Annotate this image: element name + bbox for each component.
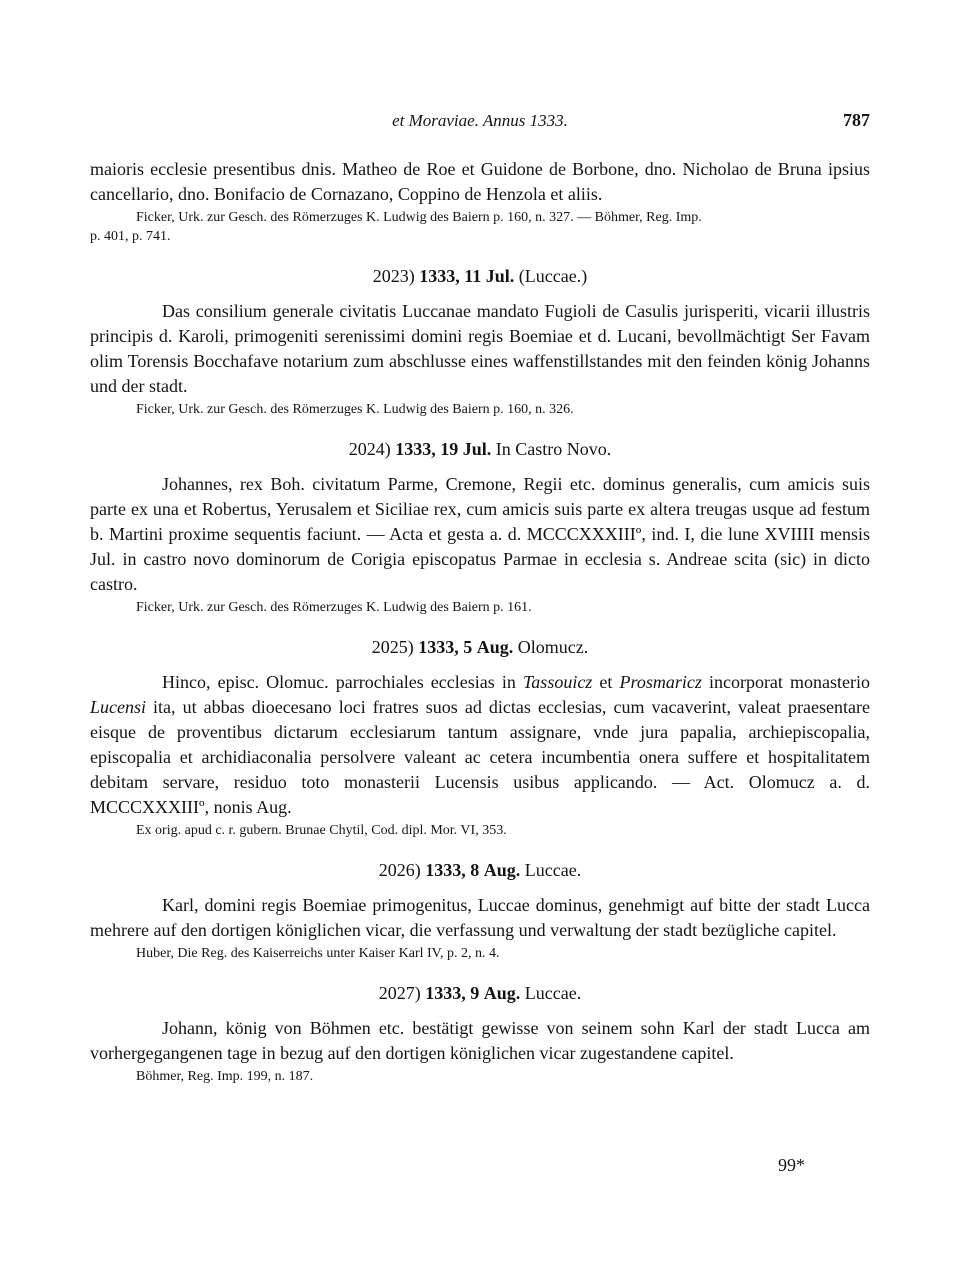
entry-place: (Luccae.) (518, 266, 588, 286)
entry-place: Olomucz. (517, 637, 589, 657)
entry-date: 1333, 19 (395, 439, 459, 459)
entry-date: 1333, 11 (419, 266, 482, 286)
running-header (90, 111, 870, 135)
entry-month: Aug. (476, 637, 514, 657)
entry-source-2025: Ex orig. apud c. r. gubern. Brunae Chytil, Cod. dipl. Mor. VI, 353. (136, 823, 507, 838)
entry-month: Aug. (483, 983, 521, 1003)
entry-source-2024: Ficker, Urk. zur Gesch. des Römerzuges K. Ludwig des Baiern p. 161. (136, 600, 532, 615)
entry-text-2027: Johann, könig von Böhmen etc. bestätigt gewisse von seinem sohn Karl der stadt Lucca am vorhergegangenen tage in bezug auf den dortigen königlichen vicar zugestandene capitel. (90, 1018, 870, 1063)
text-segment: incorporat monasterio (701, 672, 870, 692)
entry-text-2025 (90, 670, 870, 820)
place-name-prosmaricz: Prosmaricz (619, 672, 702, 692)
intro-source (90, 208, 870, 227)
place-name-tassouicz: Tassouicz (522, 672, 593, 692)
text-segment: Hinco, episc. Olomuc. parrochiales ecclesias in (162, 672, 523, 692)
entry-heading-2024 (90, 437, 870, 462)
running-title: et Moraviae. Annus 1333. (392, 111, 568, 130)
signature-mark: 99* (778, 1155, 805, 1175)
entry-number: 2023) (372, 266, 415, 286)
entry-source-2023: Ficker, Urk. zur Gesch. des Römerzuges K. Ludwig des Baiern p. 160, n. 326. (136, 402, 574, 417)
entry-date: 1333, 9 (425, 983, 480, 1003)
text-segment: et (592, 672, 620, 692)
entry-heading-2023 (90, 264, 870, 289)
entry-place: Luccae. (524, 860, 582, 880)
entry-number: 2025) (371, 637, 414, 657)
entry-text-2023: Das consilium generale civitatis Luccanae mandato Fugioli de Casulis jurisperiti, vicarii illustris principis d. Karoli, primogeniti serenissimi domini regis Boemiae et d. Lucani, bevollmächtigt Ser Favam olim Torensis Bocchafave notarium zum abschlusse eines waffenstillstandes mit den feinden könig Johanns und der stadt. (90, 301, 870, 396)
entry-heading-2025 (90, 635, 870, 660)
entry-source-2027: Böhmer, Reg. Imp. 199, n. 187. (136, 1069, 314, 1084)
entry-heading-2027 (90, 981, 870, 1006)
entry-date: 1333, 5 (418, 637, 473, 657)
entry-text-2026: Karl, domini regis Boemiae primogenitus, Luccae dominus, genehmigt auf bitte der stadt Lucca mehrere auf den dortigen königlichen vicar, die verfassung und verwaltung der stadt bezügliche capitel. (90, 895, 870, 940)
entry-source-2026: Huber, Die Reg. des Kaiserreichs unter Kaiser Karl IV, p. 2, n. 4. (136, 946, 500, 961)
entry-month: Jul. (462, 439, 492, 459)
entry-place: Luccae. (524, 983, 582, 1003)
entry-text-2024: Johannes, rex Boh. civitatum Parme, Cremone, Regii etc. dominus generalis, cum amicis suis parte ex una et Robertus, Yerusalem et Siciliae rex, cum amicis suis parte ex altera treugas usque ad festum b. Martini proxime sequentis faciunt. — Acta et gesta a. d. MCCCXXXIIIº, ind. I, die lune XVIIII mensis Jul. in castro novo dominorum de Corigia episcopatus Parmae in ecclesia s. Andreae scita (sic) in dicto castro. (90, 474, 870, 594)
entry-heading-2026 (90, 858, 870, 883)
intro-source-cont (90, 227, 870, 246)
page-body (90, 157, 870, 1086)
entry-number: 2026) (378, 860, 421, 880)
intro-paragraph: maioris ecclesie presentibus dnis. Matheo de Roe et Guidone de Borbone, dno. Nicholao de Bruna ipsius cancellario, dno. Bonifacio de Cornazano, Coppino de Henzola et aliis. (90, 159, 870, 204)
entry-date: 1333, 8 (425, 860, 480, 880)
page-number: 787 (843, 110, 870, 130)
intro-source-line1: Ficker, Urk. zur Gesch. des Römerzuges K. Ludwig des Baiern p. 160, n. 327. — Böhmer, Reg. Imp. (136, 210, 702, 225)
monastery-name-lucensi: Lucensi (90, 697, 146, 717)
entry-number: 2024) (348, 439, 391, 459)
text-segment: ita, ut abbas dioecesano loci fratres suos ad dictas ecclesias, cum vacaverint, valeat praesentare eisque de proventibus dictarum ecclesiarum tantum assignare, vnde jura papalia, archiepiscopalia, episcopalia et archidiaconalia persolvere valeant ac cetera incumbentia onera suffere et hospitalitatem debitam servare, residuo toto monasterii Lucensis usibus applicando. — Act. Olomucz a. d. MCCCXXXIIIº, nonis Aug. (90, 697, 870, 817)
entry-number: 2027) (378, 983, 421, 1003)
entry-month: Jul. (485, 266, 515, 286)
intro-source-line2: p. 401, p. 741. (90, 229, 171, 244)
entry-month: Aug. (483, 860, 521, 880)
entry-place: In Castro Novo. (495, 439, 612, 459)
